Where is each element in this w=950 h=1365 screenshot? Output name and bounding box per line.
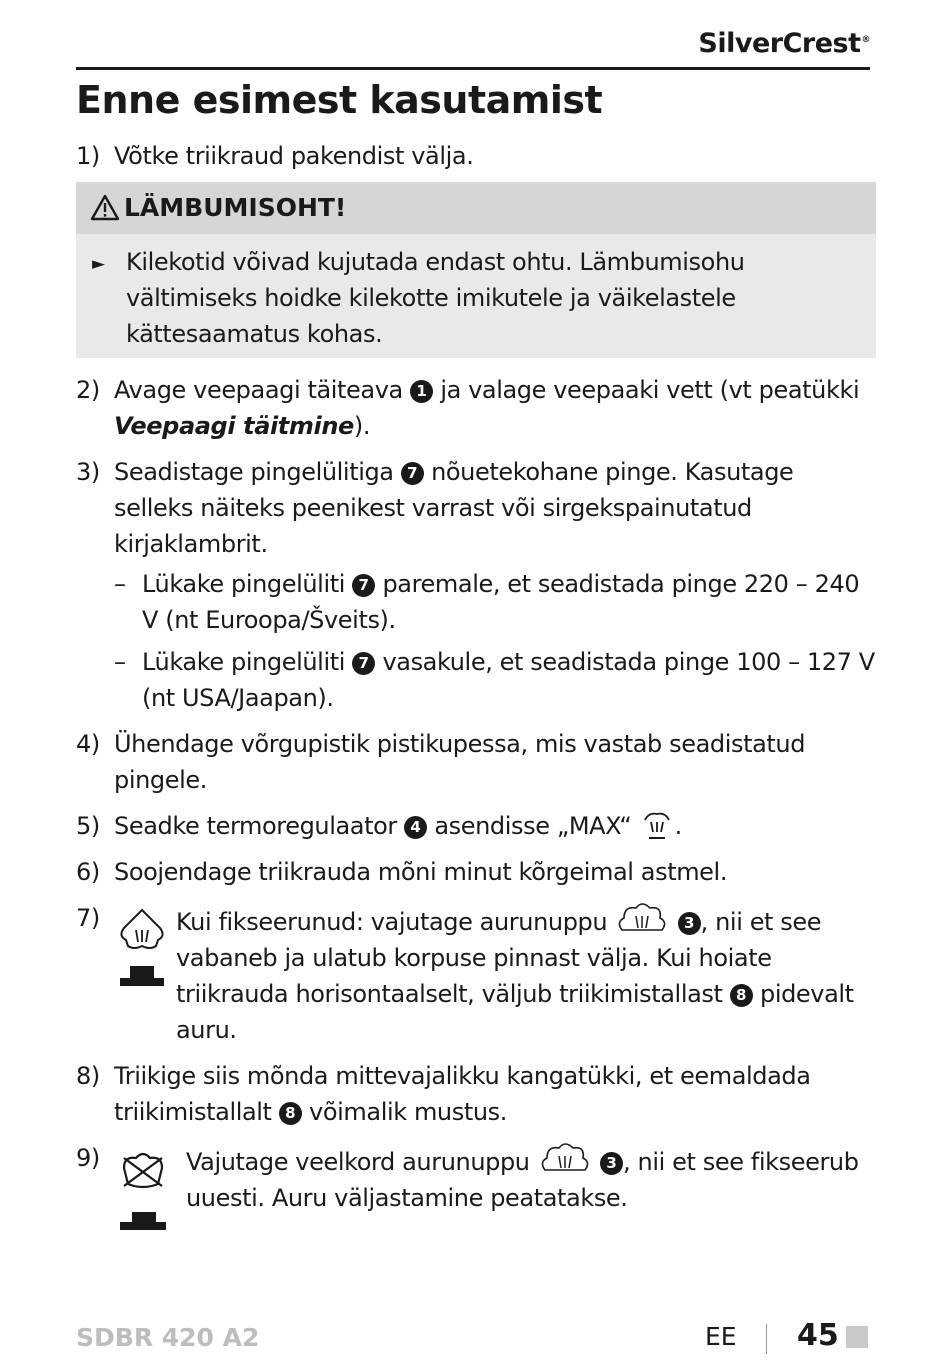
step-number: 1) bbox=[76, 142, 100, 170]
brand-logo: SilverCrest® bbox=[698, 28, 870, 59]
step-text: võimalik mustus. bbox=[309, 1098, 507, 1126]
part-badge: 8 bbox=[730, 984, 753, 1007]
part-badge: 7 bbox=[352, 574, 375, 597]
step-text: Avage veepaagi täiteava bbox=[114, 376, 403, 404]
step-2 bbox=[76, 372, 876, 444]
page-title: Enne esimest kasutamist bbox=[76, 78, 603, 122]
footer-separator bbox=[766, 1324, 767, 1354]
step-number: 2) bbox=[76, 376, 100, 404]
step-4 bbox=[76, 726, 876, 798]
step-text: vasakule, et seadistada pinge 100 – 127 V (nt USA/Jaapan). bbox=[142, 648, 875, 712]
warning-text: Kilekotid võivad kujutada endast ohtu. Lämbumisohu vältimiseks hoidke kilekotte imikutele ja väikelastele kättesaamatus kohas. bbox=[126, 248, 745, 348]
page-number: 45 bbox=[797, 1318, 839, 1353]
warning-triangle-icon bbox=[90, 194, 120, 221]
step-number: 9) bbox=[76, 1144, 100, 1172]
step-7 bbox=[76, 900, 876, 1048]
step-text: Soojendage triikrauda mõni minut kõrgeimal astmel. bbox=[114, 858, 728, 886]
step-3-option-right bbox=[76, 566, 876, 638]
step-9 bbox=[76, 1140, 876, 1240]
step-3 bbox=[76, 454, 876, 562]
step-text: Seadistage pingelülitiga bbox=[114, 458, 394, 486]
step-text: pidevalt auru. bbox=[176, 980, 854, 1044]
section-reference: Veepaagi täitmine bbox=[114, 412, 354, 440]
step-text: asendisse „MAX“ bbox=[434, 812, 632, 840]
step-7-illustration bbox=[116, 906, 168, 1006]
footer-model: SDBR 420 A2 bbox=[76, 1323, 260, 1352]
step-text: Vajutage veelkord aurunuppu bbox=[186, 1148, 530, 1176]
steam-burst-icon bbox=[116, 906, 168, 996]
step-number: 8) bbox=[76, 1062, 100, 1090]
warning-body bbox=[76, 234, 876, 358]
step-number: 4) bbox=[76, 730, 100, 758]
step-number: 7) bbox=[76, 904, 100, 932]
part-badge: 7 bbox=[352, 652, 375, 675]
step-1 bbox=[76, 138, 876, 174]
soleplate-icon bbox=[130, 966, 154, 978]
step-3-option-left bbox=[76, 644, 876, 716]
step-text: Lükake pingelüliti bbox=[142, 648, 345, 676]
warning-box bbox=[76, 182, 876, 358]
step-text: nõuetekohane pinge. Kasutage selleks näiteks peenikest varrast või sirgekspainutatud kirjaklambrit. bbox=[114, 458, 794, 558]
warning-header bbox=[76, 182, 876, 234]
part-badge: 3 bbox=[600, 1152, 623, 1175]
soleplate-icon bbox=[132, 1212, 156, 1222]
step-number: 5) bbox=[76, 812, 100, 840]
dash-bullet: – bbox=[114, 648, 126, 676]
step-number: 6) bbox=[76, 858, 100, 886]
dash-bullet: – bbox=[114, 570, 126, 598]
part-badge: 7 bbox=[401, 462, 424, 485]
step-8 bbox=[76, 1058, 876, 1130]
step-text: Kui fikseerunud: vajutage aurunuppu bbox=[176, 908, 608, 936]
warning-title: LÄMBUMISOHT! bbox=[124, 193, 347, 222]
arrow-bullet-icon: ► bbox=[92, 254, 105, 274]
step-text: Seadke termoregulaator bbox=[114, 812, 397, 840]
step-text: Võtke triikraud pakendist välja. bbox=[114, 142, 474, 170]
step-number: 3) bbox=[76, 458, 100, 486]
step-text: , nii et see fikseerub uuesti. Auru väljastamine peatatakse. bbox=[186, 1148, 859, 1212]
steam-button-icon bbox=[537, 1140, 593, 1178]
footer-language: EE bbox=[705, 1322, 737, 1351]
step-text: Lükake pingelüliti bbox=[142, 570, 345, 598]
footer-square-mark bbox=[846, 1326, 868, 1348]
step-text: Triikige siis mõnda mittevajalikku kangatükki, et eemaldada triikimistallalt bbox=[114, 1062, 811, 1126]
step-text: Ühendage võrgupistik pistikupessa, mis vastab seadistatud pingele. bbox=[114, 730, 806, 794]
step-9-illustration bbox=[116, 1146, 170, 1246]
step-text: ja valage veepaaki vett (vt peatükki bbox=[440, 376, 860, 404]
max-steam-icon bbox=[639, 808, 675, 842]
step-text: ). bbox=[353, 412, 371, 440]
steam-button-icon bbox=[614, 900, 670, 938]
instructions bbox=[76, 138, 876, 1240]
header-rule bbox=[76, 67, 870, 70]
step-text: , nii et see vabaneb ja ulatub korpuse pinnast välja. Kui hoiate triikrauda horisontaalselt, väljub triikimistallast bbox=[176, 908, 822, 1008]
step-text: . bbox=[674, 812, 682, 840]
part-badge: 3 bbox=[678, 912, 701, 935]
step-5 bbox=[76, 808, 876, 844]
step-text: paremale, et seadistada pinge 220 – 240 V (nt Euroopa/Šveits). bbox=[142, 570, 860, 634]
part-badge: 1 bbox=[410, 380, 433, 403]
step-6 bbox=[76, 854, 876, 890]
steam-off-icon bbox=[116, 1146, 170, 1236]
part-badge: 4 bbox=[404, 816, 427, 839]
part-badge: 8 bbox=[279, 1102, 302, 1125]
